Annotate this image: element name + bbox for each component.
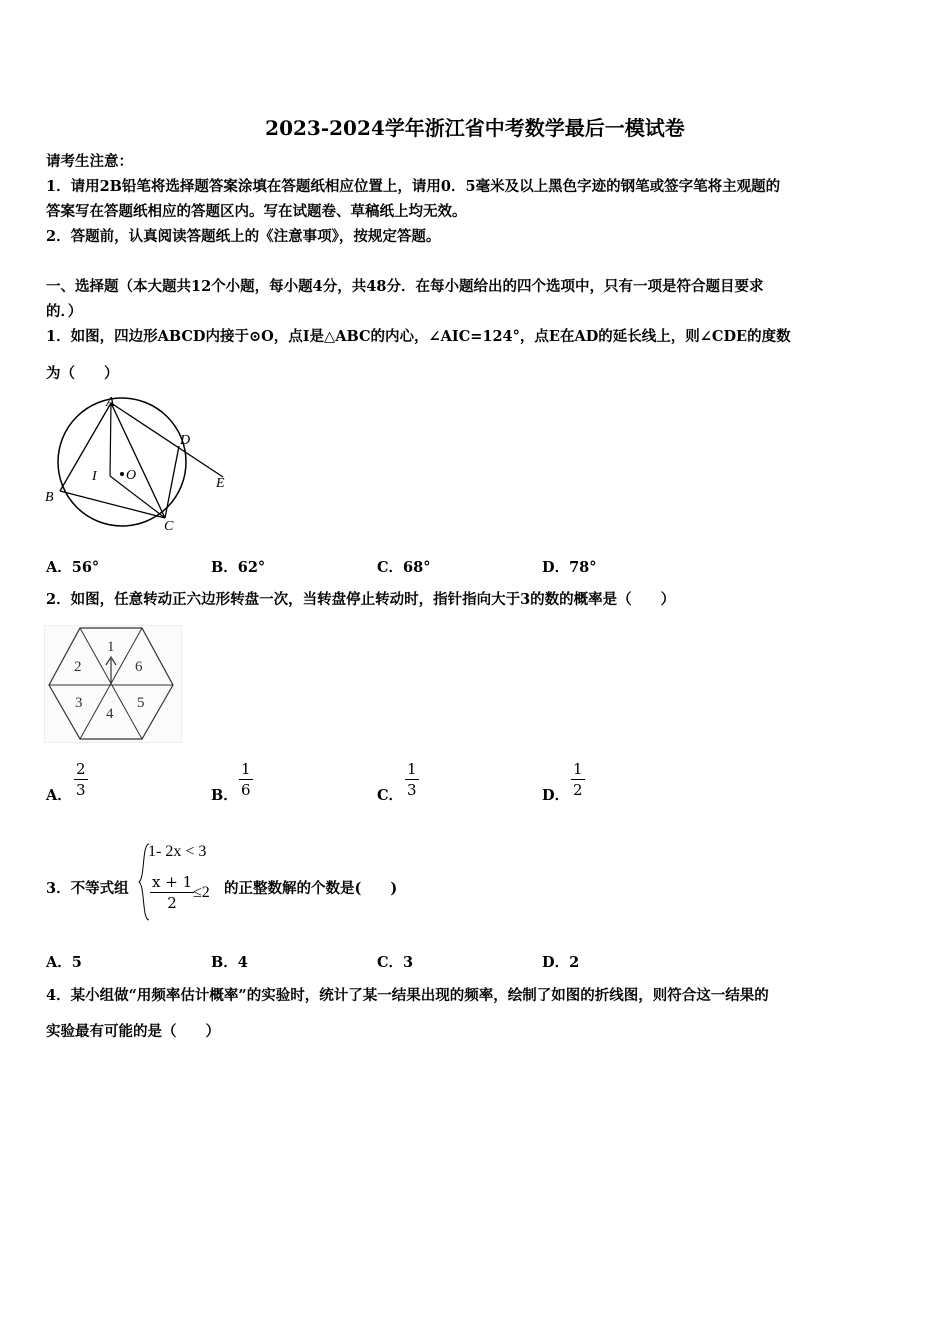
center-o-dot (120, 472, 124, 476)
sector-label-4: 4 (106, 706, 114, 722)
notice-item-1-line-2: 答案写在答题纸相应的答题区内。写在试题卷、草稿纸上均无效。 (46, 203, 467, 220)
q2-option-b-numerator: 1 (241, 760, 251, 778)
q2-option-c-denominator: 3 (407, 781, 417, 799)
segment-ai (110, 403, 111, 476)
label-c: C (164, 519, 174, 534)
sector-label-3: 3 (75, 695, 83, 711)
q2-option-a-denominator: 3 (76, 781, 86, 799)
q2-option-c-numerator: 1 (407, 760, 417, 778)
segment-cd (165, 446, 179, 518)
q3-stem-prefix: 3．不等式组 (46, 880, 129, 897)
q2-option-d-denominator: 2 (573, 781, 583, 799)
q3-option-d[interactable]: D．2 (542, 954, 580, 971)
q2-option-b-denominator: 6 (241, 781, 251, 799)
label-i: I (92, 469, 97, 484)
label-o: O (126, 468, 137, 483)
q3-option-c[interactable]: C．3 (377, 954, 414, 971)
notice-heading: 请考生注意： (46, 153, 133, 170)
q1-option-a[interactable]: A．56° (46, 559, 100, 576)
q3-option-b[interactable]: B．4 (211, 954, 248, 971)
page-title: 2023-2024学年浙江省中考数学最后一模试卷 (265, 116, 685, 140)
q4-stem-line-2: 实验最有可能的是（ ） (46, 1023, 220, 1040)
q2-option-a-fraction[interactable] (74, 760, 88, 799)
q2-option-c-fraction[interactable] (405, 760, 419, 799)
notice-item-2: 2．答题前，认真阅读答题纸上的《注意事项》，按规定答题。 (46, 228, 441, 245)
sector-label-5: 5 (137, 695, 145, 711)
q3-stem-suffix: 的正整数解的个数是( ) (224, 880, 398, 897)
q2-option-d-label[interactable]: D． (542, 787, 570, 804)
q2-option-a-numerator: 2 (76, 760, 86, 778)
q2-option-d-fraction[interactable] (571, 760, 585, 799)
segment-bc (60, 491, 165, 518)
q1-option-c[interactable]: C．68° (377, 559, 431, 576)
segment-ic (110, 476, 165, 518)
q1-circle-figure (40, 390, 240, 540)
q3-inequality-1: 1- 2x < 3 (148, 843, 207, 860)
q1-option-d[interactable]: D．78° (542, 559, 597, 576)
q2-option-b-fraction[interactable] (239, 760, 253, 799)
section-1-heading-line-2: 的．） (46, 303, 83, 320)
segment-ab (60, 403, 111, 491)
q3-inequality-2-numerator: x + 1 (152, 873, 193, 891)
q2-option-d-numerator: 1 (573, 760, 583, 778)
label-a: A (106, 395, 115, 410)
sector-label-2: 2 (74, 659, 82, 675)
q2-option-c-label[interactable]: C． (377, 787, 404, 804)
q1-stem-line-2: 为（ ） (46, 365, 119, 382)
q3-option-a[interactable]: A．5 (46, 954, 82, 971)
q3-inequality-2-fraction (150, 873, 194, 912)
q3-inequality-2-rhs: ≤2 (193, 884, 210, 901)
section-1-heading-line-1: 一、选择题（本大题共12个小题，每小题4分，共48分．在每小题给出的四个选项中，只有一项是符合题目要求 (46, 278, 764, 295)
q1-stem-line-1: 1．如图，四边形ABCD内接于⊙O，点I是△ABC的内心，∠AIC=124°，点E在AD的延长线上，则∠CDE的度数 (46, 328, 791, 345)
label-e: E (216, 476, 225, 491)
label-b: B (45, 490, 54, 505)
q2-stem: 2．如图，任意转动正六边形转盘一次，当转盘停止转动时，指针指向大于3的数的概率是（ ） (46, 591, 676, 608)
label-d: D (180, 433, 191, 448)
sector-label-6: 6 (135, 659, 143, 675)
sector-label-1: 1 (107, 639, 115, 655)
q1-option-b[interactable]: B．62° (211, 559, 266, 576)
q2-option-b-label[interactable]: B． (211, 787, 238, 804)
q4-stem-line-1: 4．某小组做“用频率估计概率”的实验时，统计了某一结果出现的频率，绘制了如图的折线图，则符合这一结果的 (46, 987, 769, 1004)
q2-option-a-label[interactable]: A． (46, 787, 72, 804)
notice-item-1-line-1: 1．请用2B铅笔将选择题答案涂填在答题纸相应位置上，请用0．5毫米及以上黑色字迹的钢笔或签字笔将主观题的 (46, 178, 781, 195)
q2-hexagon-spinner (44, 625, 182, 743)
q3-inequality-2-denominator: 2 (167, 894, 177, 912)
